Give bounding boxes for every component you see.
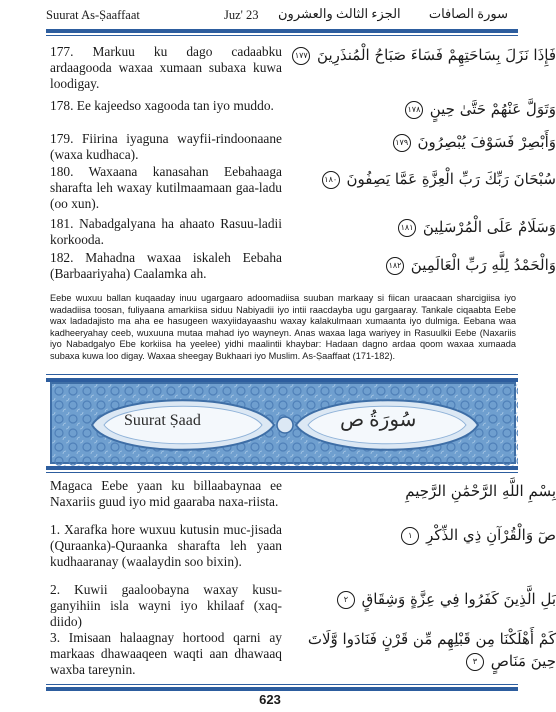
verse-number-icon: ١٧٨ [405,101,423,119]
header-rule [46,29,518,33]
page-number: 623 [259,692,281,707]
basmala-arabic: بِسْمِ اللَّهِ الرَّحْمَٰنِ الرَّحِيمِ [405,482,556,500]
page-header [46,6,518,28]
header-surah-name: Suurat As-Ṣaaffaat [46,8,140,22]
commentary-text: Eebe wuxuu ballan kuqaaday inuu ugargaaro adoomadiisa suuban markaay si fiican uraacaan sharcigiisa iyo wadadiisa toosan, fuliyaana amarkiisa siduu Nabiyadii iyo intii raacdayba ugu gargaaray. Tankale ciqaabta Eebe wax ladadajisto ma aha ee hasugeen waxyiidayaashu waxay kalakulmaan xumaanta iyo dulmiga. Eebana waa kadheeryahay ceeb, wuxuuna mutaa mahad iyo wayneyn. Anas waxaa laga wariyey in Rasuulkii Eebe (Naxariis iyo Nabadgalyo Ebe korkiisa ha yeelee) yidhi maalintii khaybar: Hadaan dagno ardaa qoom waxaa xumaada subaxa kuwa loo digay. Waxaa sheegay Bukhaari iyo Muslim. As-Ṣaaffaat (171-182). [50,293,516,361]
header-rule-thin [46,35,518,36]
divider-rule [46,374,518,375]
verse-arabic: وَأَبْصِرْ فَسَوْفَ يُبْصِرُونَ ١٧٩ [346,133,556,152]
verse-number-icon: ١٨١ [398,219,416,237]
verse-arabic: كَمْ أَهْلَكْنَا مِن قَبْلِهِم مِّن قَرْنٍ فَنَادَوا وَّلَاتَ [307,630,556,648]
verse-translation: 3. Imisaan halaagnay hortood qarni ay markaas dhawaaqeen waqti aan dhawaaq waxba tareynin. [50,630,282,677]
divider-rule [46,466,518,470]
surah-title: Suurat Ṣaad [124,412,201,429]
verse-number-icon: ١٨٢ [386,257,404,275]
footer-rule [46,684,518,685]
verse-arabic: صٓ وَالْقُرْآنِ ذِي الذِّكْرِ ١ [346,526,556,545]
verse-number-icon: ١ [401,527,419,545]
verse-arabic: بَلِ الَّذِينَ كَفَرُوا فِي عِزَّةٍ وَشِقَاقٍ ٢ [346,590,556,609]
surah-title-arabic: سُورَةُ ص [340,409,417,431]
verse-arabic-continued: حِينَ مَنَاصٍ ٣ [346,652,556,671]
verse-arabic: فَإِذَا نَزَلَ بِسَاحَتِهِمْ فَسَاءَ صَبَاحُ الْمُنذَرِينَ ١٧٧ [346,46,556,65]
surah-title-banner [50,382,516,464]
verse-number-icon: ١٨٠ [322,171,340,189]
divider-rule [46,472,518,473]
verse-number-icon: ١٧٩ [393,134,411,152]
verse-translation: 180. Waxaana kanasahan Eebahaaga sharafta leh waxay kutilmaamaan gaa-ladu (oo xun). [50,164,282,211]
header-surah-arabic: سورة الصافات [428,6,508,21]
verse-arabic: وَتَوَلَّ عَنْهُمْ حَتَّىٰ حِينٍ ١٧٨ [346,100,556,119]
verse-number-icon: ٢ [337,591,355,609]
verse-arabic: وَسَلَامٌ عَلَى الْمُرْسَلِينَ ١٨١ [346,218,556,237]
verse-translation: 2. Kuwii gaaloobayna waxay kusu-ganyihiin isla wayni iyo khilaaf (xaq-diido) [50,582,282,629]
verse-number-icon: ١٧٧ [292,47,310,65]
basmala-translation: Magaca Eebe yaan ku billaabaynaa ee Naxariis guud iyo mid gaaraba naxa-riista. [50,478,282,509]
verse-number-icon: ٣ [466,653,484,671]
verse-translation: 177. Markuu ku dago cadaabku ardaagooda waxaa xumaan subaxa kuwa loodigay. [50,44,282,91]
verse-arabic: وَالْحَمْدُ لِلَّهِ رَبِّ الْعَالَمِينَ ١٨٢ [346,256,556,275]
verse-translation: 181. Nabadgalyana ha ahaato Rasuu-ladii korkooda. [50,216,282,247]
verse-translation: 1. Xarafka hore wuxuu kutusin muc-jisada (Quraanka)-Quraanka sharafta leh yaan kudhaaranay (waalaydin soo bixin). [50,522,282,569]
ornament-pattern-icon [52,384,518,466]
verse-arabic: سُبْحَانَ رَبِّكَ رَبِّ الْعِزَّةِ عَمَّا يَصِفُونَ ١٨٠ [346,170,556,189]
footer-rule [46,687,518,691]
header-juz: Juz' 23 [224,8,259,22]
verse-translation: 182. Mahadna waxaa iskaleh Eebaha (Barbaariyaha) Caalamka ah. [50,250,282,281]
verse-translation: 179. Fiirina iyaguna wayfii-rindoonaane (waxa kudhaca). [50,131,282,162]
header-juz-arabic: الجزء الثالث والعشرون [278,6,401,21]
verse-translation: 178. Ee kajeedso xagooda tan iyo muddo. [50,98,274,113]
